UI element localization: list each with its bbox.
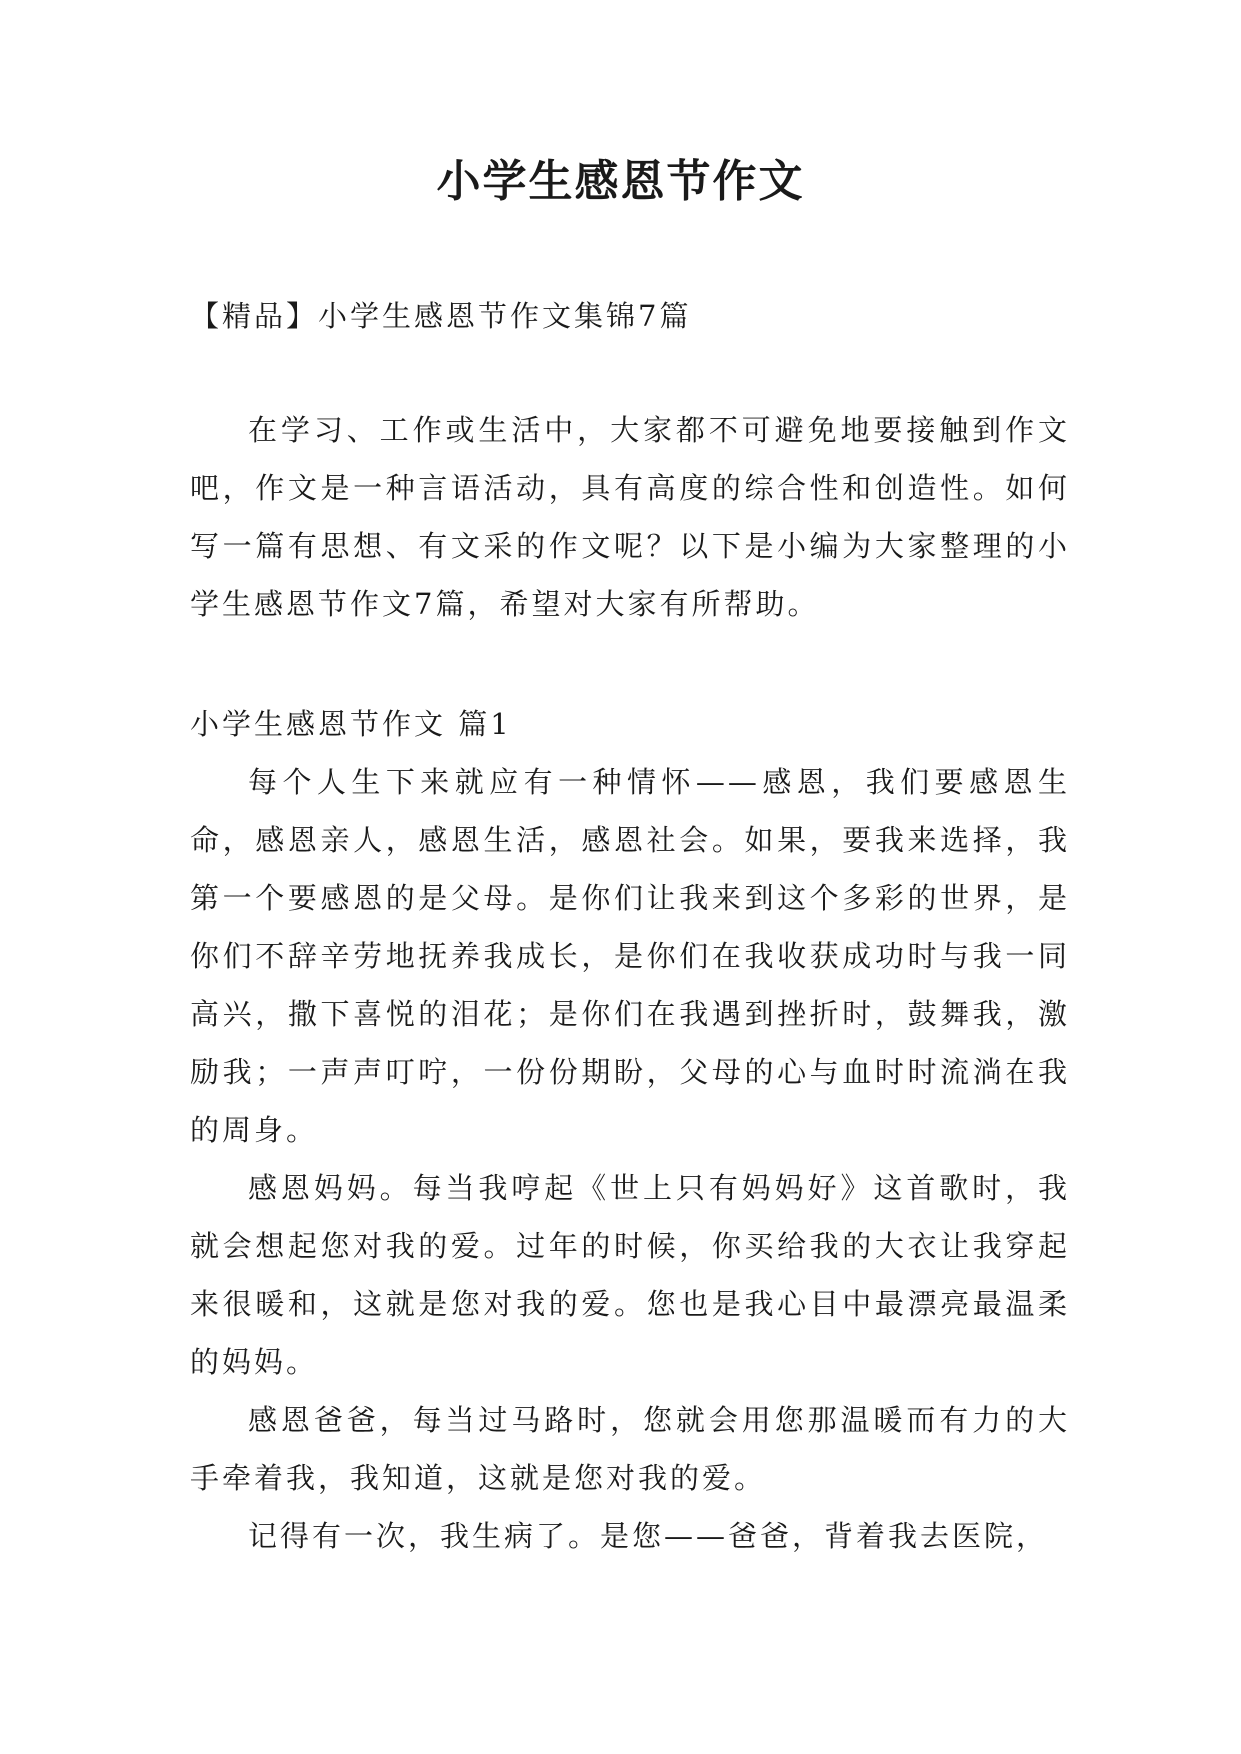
intro-paragraph: 在学习、工作或生活中，大家都不可避免地要接触到作文吧，作文是一种言语活动，具有高度的综合性和创造性。如何写一篇有思想、有文采的作文呢？以下是小编为大家整理的小学生感恩节作文7篇，希望对大家有所帮助。 (190, 413, 1070, 621)
body-paragraph: 记得有一次，我生病了。是您——爸爸，背着我去医院， (248, 1519, 1049, 1553)
body-paragraph: 每个人生下来就应有一种情怀——感恩，我们要感恩生命，感恩亲人，感恩生活，感恩社会。如果，要我来选择，我第一个要感恩的是父母。是你们让我来到这个多彩的世界，是你们不辞辛劳地抚养我成长，是你们在我收获成功时与我一同高兴，撒下喜悦的泪花；是你们在我遇到挫折时，鼓舞我，激励我；一声声叮咛，一份份期盼，父母的心与血时时流淌在我的周身。 (190, 765, 1070, 1147)
document-title: 小学生感恩节作文 (436, 156, 805, 207)
body-paragraph: 感恩爸爸，每当过马路时，您就会用您那温暖而有力的大手牵着我，我知道，这就是您对我的爱。 (190, 1403, 1070, 1495)
section-heading: 小学生感恩节作文 篇1 (190, 707, 512, 741)
section-body (190, 753, 1070, 1565)
document-subtitle: 【精品】小学生感恩节作文集锦7篇 (190, 299, 692, 333)
body-paragraph: 感恩妈妈。每当我哼起《世上只有妈妈好》这首歌时，我就会想起您对我的爱。过年的时候，你买给我的大衣让我穿起来很暖和，这就是您对我的爱。您也是我心目中最漂亮最温柔的妈妈。 (190, 1171, 1070, 1379)
intro-paragraph-block (190, 401, 1070, 633)
